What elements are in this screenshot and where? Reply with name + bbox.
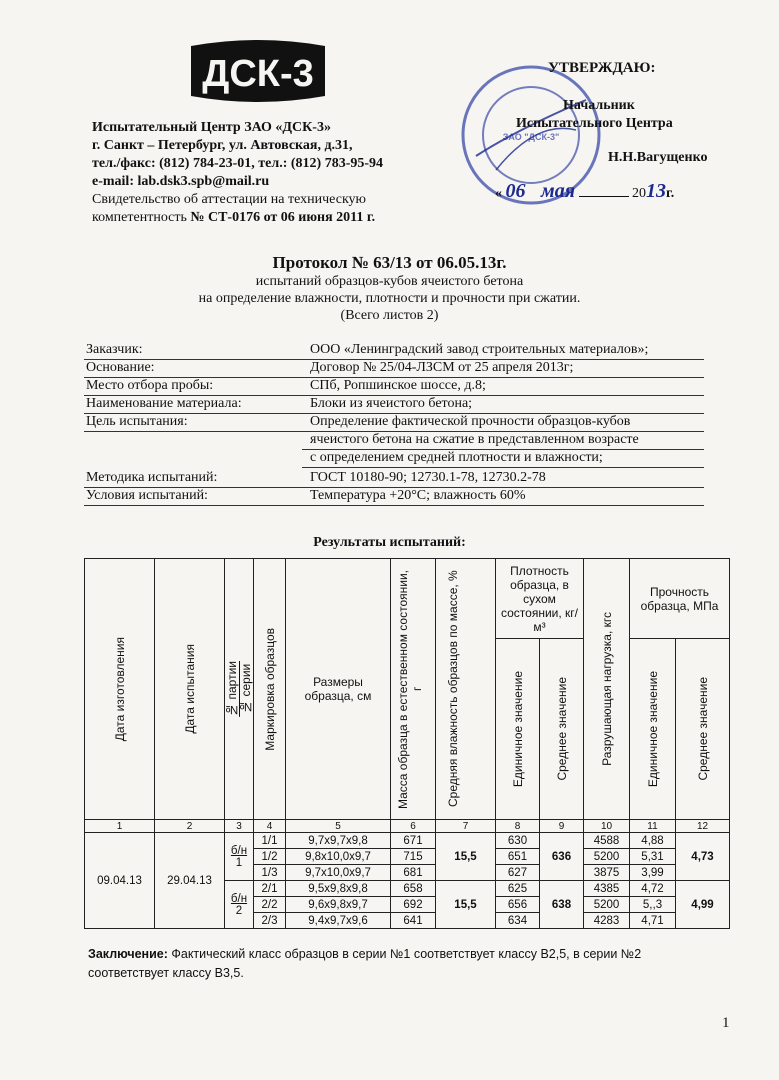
density-cell: 651	[496, 849, 540, 865]
header-density: Плотность образца, в сухом состоянии, кг/м³	[496, 559, 584, 639]
humidity-cell: 15,5	[436, 833, 496, 881]
approval-name: Н.Н.Вагущенко	[608, 150, 708, 165]
year-prefix: 20	[632, 186, 647, 201]
mark-cell: 1/2	[254, 849, 286, 865]
org-competence: компетентность № СТ-0176 от 06 июня 2011 г.	[92, 210, 376, 225]
meta-value: Определение фактической прочности образцов-кубов	[310, 414, 631, 429]
date-month: мая	[541, 180, 576, 202]
org-certificate: Свидетельство об аттестации на техническую	[92, 192, 367, 207]
column-number: 9	[540, 820, 584, 833]
column-number: 11	[630, 820, 676, 833]
density-avg-cell: 638	[540, 881, 584, 929]
page-number: 1	[722, 1015, 730, 1031]
size-cell: 9,7х10,0х9,7	[286, 865, 391, 881]
header-load: Разрушающая нагрузка, кгс	[584, 559, 630, 820]
size-cell: 9,7х9,7х9,8	[286, 833, 391, 849]
results-title: Результаты испытаний:	[313, 535, 466, 550]
strength-cell: 4,71	[630, 913, 676, 929]
size-cell: 9,4х9,7х9,6	[286, 913, 391, 929]
conclusion	[88, 945, 688, 983]
approval-position-2: Испытательного Центра	[516, 116, 673, 131]
approval-position-1: Начальник	[563, 98, 635, 113]
column-number: 3	[225, 820, 254, 833]
meta-row	[86, 450, 706, 466]
protocol-title: Протокол № 63/13 от 06.05.13г.	[272, 253, 507, 272]
mark-cell: 1/1	[254, 833, 286, 849]
meta-value: ячеистого бетона на сжатие в представленном возрасте	[310, 432, 639, 447]
load-cell: 5200	[584, 897, 630, 913]
column-number: 12	[676, 820, 730, 833]
header-strength-single: Единичное значение	[630, 639, 676, 820]
load-cell: 3875	[584, 865, 630, 881]
density-cell: 656	[496, 897, 540, 913]
header-strength-avg: Среднее значение	[676, 639, 730, 820]
meta-label: Цель испытания:	[86, 414, 188, 429]
strength-cell: 4,72	[630, 881, 676, 897]
strength-cell: 5,31	[630, 849, 676, 865]
density-cell: 630	[496, 833, 540, 849]
density-cell: 634	[496, 913, 540, 929]
mass-cell: 671	[391, 833, 436, 849]
mass-cell: 715	[391, 849, 436, 865]
meta-label: Методика испытаний:	[86, 470, 218, 485]
meta-row	[86, 432, 706, 448]
size-cell: 9,8х10,0х9,7	[286, 849, 391, 865]
meta-row	[86, 378, 706, 394]
date-tested-cell: 29.04.13	[155, 833, 225, 929]
meta-value: ГОСТ 10180-90; 12730.1-78, 12730.2-78	[310, 470, 546, 485]
meta-value: Температура +20°С; влажность 60%	[310, 488, 526, 503]
mass-cell: 692	[391, 897, 436, 913]
conclusion-text: Фактический класс образцов в серии №1 соответствует классу В2,5, в серии №2 соответствует классу В3,5.	[88, 947, 642, 980]
org-email: e-mail: lab.dsk3.spb@mail.ru	[92, 174, 270, 189]
meta-underline	[302, 467, 704, 468]
meta-row	[86, 470, 706, 486]
date-prefix: «	[495, 186, 502, 201]
density-avg-cell: 636	[540, 833, 584, 881]
column-number: 10	[584, 820, 630, 833]
strength-cell: 4,88	[630, 833, 676, 849]
header-humidity: Средняя влажность образцов по массе, %	[436, 559, 496, 820]
meta-value: с определением средней плотности и влажности;	[310, 450, 603, 465]
mass-cell: 658	[391, 881, 436, 897]
header-date-tested: Дата испытания	[155, 559, 225, 820]
org-name: Испытательный Центр ЗАО «ДСК-3»	[92, 120, 331, 135]
strength-avg-cell: 4,99	[676, 881, 730, 929]
column-number: 4	[254, 820, 286, 833]
year-suffix: 13	[646, 180, 667, 202]
approval-title: УТВЕРЖДАЮ:	[548, 60, 656, 76]
header-batch-series: № партии № серии	[225, 559, 254, 820]
protocol-subtitle-3: (Всего листов 2)	[340, 308, 439, 323]
meta-value: Договор № 25/04-ЛЗСМ от 25 апреля 2013г;	[310, 360, 574, 375]
batch-series-cell: б/н 1	[225, 833, 254, 881]
header-strength: Прочность образца, МПа	[630, 559, 730, 639]
logo-text: ДСК-3	[202, 53, 314, 95]
mass-cell: 641	[391, 913, 436, 929]
meta-underline	[84, 505, 704, 506]
meta-label: Условия испытаний:	[86, 488, 208, 503]
meta-row	[86, 396, 706, 412]
header-density-avg: Среднее значение	[540, 639, 584, 820]
meta-label: Основание:	[86, 360, 155, 375]
date-day: 06	[505, 180, 526, 202]
humidity-cell: 15,5	[436, 881, 496, 929]
strength-cell: 3,99	[630, 865, 676, 881]
meta-label: Место отбора пробы:	[86, 378, 214, 393]
strength-cell: 5,,3	[630, 897, 676, 913]
column-number: 5	[286, 820, 391, 833]
protocol-subtitle-1: испытаний образцов-кубов ячеистого бетона	[255, 274, 524, 289]
mass-cell: 681	[391, 865, 436, 881]
column-number: 8	[496, 820, 540, 833]
header-size: Размеры образца, см	[286, 559, 391, 820]
meta-row	[86, 360, 706, 376]
density-cell: 627	[496, 865, 540, 881]
approval-date	[495, 180, 674, 203]
column-number: 2	[155, 820, 225, 833]
meta-label: Наименование материала:	[86, 396, 242, 411]
header-marking: Маркировка образцов	[254, 559, 286, 820]
batch-series-cell: б/н 2	[225, 881, 254, 929]
density-cell: 625	[496, 881, 540, 897]
column-number: 6	[391, 820, 436, 833]
results-table	[84, 558, 730, 929]
header-density-single: Единичное значение	[496, 639, 540, 820]
header-mass: Масса образца в естественном состоянии, г	[391, 559, 436, 820]
load-cell: 5200	[584, 849, 630, 865]
company-logo	[183, 38, 333, 104]
date-made-cell: 09.04.13	[85, 833, 155, 929]
header-date-made: Дата изготовления	[85, 559, 155, 820]
org-address: г. Санкт – Петербург, ул. Автовская, д.31,	[92, 138, 353, 153]
year-end: г.	[666, 186, 675, 201]
meta-row	[86, 342, 706, 358]
table-row	[85, 833, 730, 849]
column-number: 1	[85, 820, 155, 833]
meta-value: СПб, Ропшинское шоссе, д.8;	[310, 378, 486, 393]
org-phone: тел./факс: (812) 784-23-01, тел.: (812) 783-95-94	[92, 156, 384, 171]
meta-value: Блоки из ячеистого бетона;	[310, 396, 473, 411]
load-cell: 4588	[584, 833, 630, 849]
column-numbers-row	[85, 820, 730, 833]
strength-avg-cell: 4,73	[676, 833, 730, 881]
meta-value: ООО «Ленинградский завод строительных материалов»;	[310, 342, 649, 357]
column-number: 7	[436, 820, 496, 833]
svg-text:ЗАО "ДСК-3": ЗАО "ДСК-3"	[502, 132, 560, 142]
load-cell: 4283	[584, 913, 630, 929]
meta-row	[86, 414, 706, 430]
meta-row	[86, 488, 706, 504]
conclusion-label: Заключение:	[88, 947, 168, 961]
mark-cell: 2/1	[254, 881, 286, 897]
meta-label: Заказчик:	[86, 342, 143, 357]
load-cell: 4385	[584, 881, 630, 897]
mark-cell: 2/2	[254, 897, 286, 913]
mark-cell: 2/3	[254, 913, 286, 929]
mark-cell: 1/3	[254, 865, 286, 881]
size-cell: 9,5х9,8х9,8	[286, 881, 391, 897]
size-cell: 9,6х9,8х9,7	[286, 897, 391, 913]
protocol-subtitle-2: на определение влажности, плотности и прочности при сжатии.	[198, 291, 581, 306]
